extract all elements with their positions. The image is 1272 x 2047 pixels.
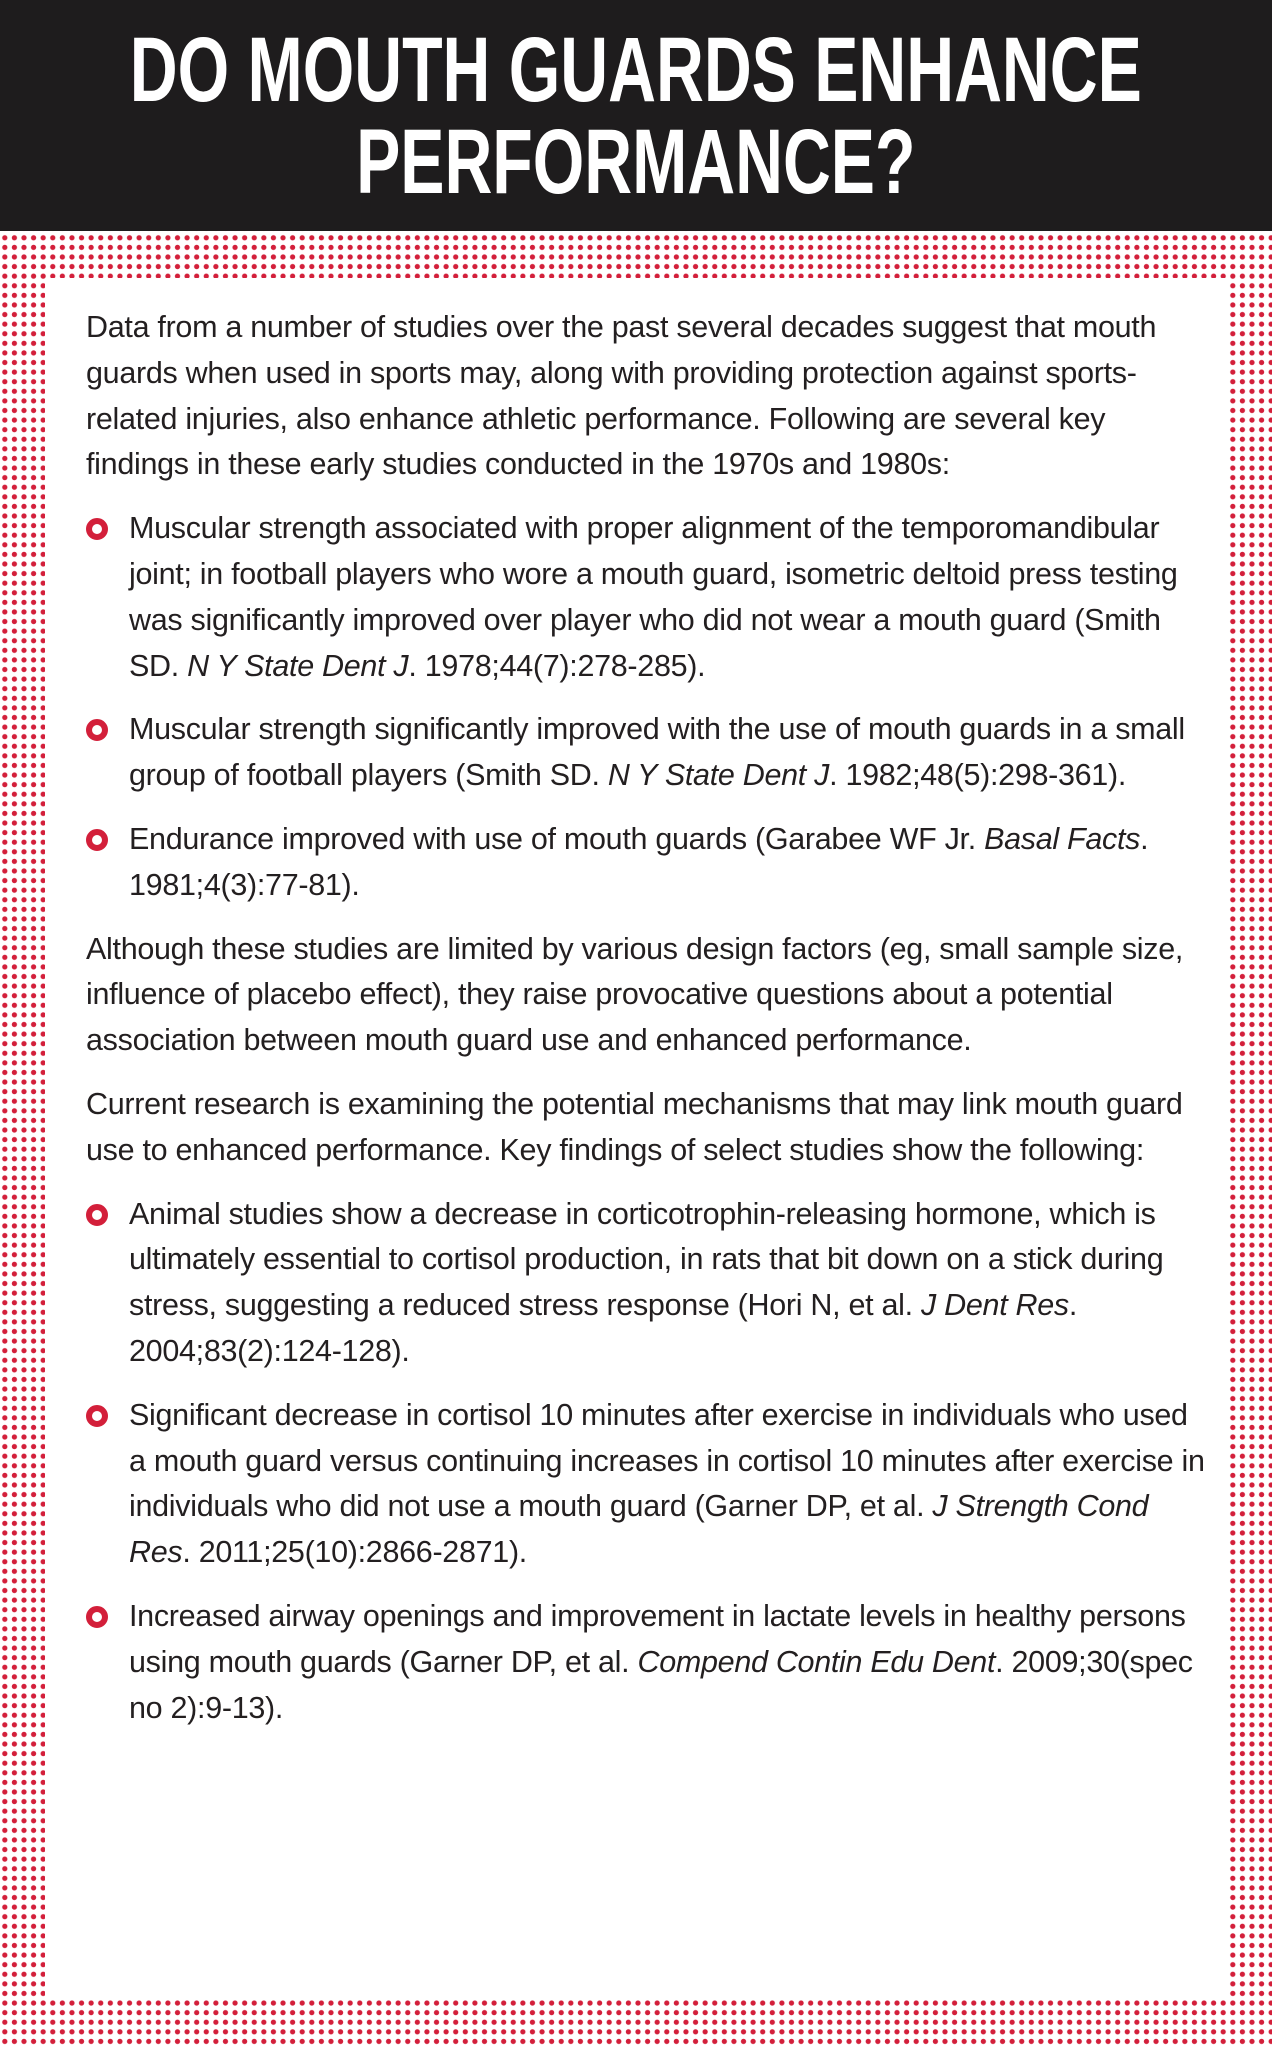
journal-name: N Y State Dent J xyxy=(607,758,830,793)
article-body xyxy=(86,305,1206,1749)
list-item: Significant decrease in cortisol 10 minutes after exercise in individuals who used a mouth guard versus continuing increases in cortisol 10 minutes after exercise in individuals who did not use a mouth guard (Garner DP, et al. J Strength Cond Res. 2011;25(10):2866-2871). xyxy=(86,1393,1206,1576)
list-item: Endurance improved with use of mouth guards (Garabee WF Jr. Basal Facts. 1981;4(3):77-81). xyxy=(86,817,1206,909)
list-item: Muscular strength significantly improved with the use of mouth guards in a small group of football players (Smith SD. N Y State Dent J. 1982;48(5):298-361). xyxy=(86,707,1206,799)
page-title xyxy=(129,18,1143,213)
ring-bullet-icon xyxy=(86,1405,108,1427)
journal-name: Basal Facts xyxy=(984,821,1141,856)
list-item: Increased airway openings and improvement in lactate levels in healthy persons using mouth guards (Garner DP, et al. Compend Contin Edu Dent. 2009;30(spec no 2):9-13). xyxy=(86,1594,1206,1731)
ring-bullet-icon xyxy=(86,829,108,851)
list-item: Animal studies show a decrease in corticotrophin-releasing hormone, which is ultimately essential to cortisol production, in rats that bit down on a stick during stress, suggesting a reduced stress response (Hori N, et al. J Dent Res. 2004;83(2):124-128). xyxy=(86,1192,1206,1375)
early-findings-list xyxy=(86,506,1206,908)
journal-name: N Y State Dent J xyxy=(187,648,409,683)
current-research-paragraph: Current research is examining the potential mechanisms that may link mouth guard use to enhanced performance. Key findings of select studies show the following: xyxy=(86,1086,1183,1167)
intro-paragraph: Data from a number of studies over the past several decades suggest that mouth guards when used in sports may, along with providing protection against sports-related injuries, also enhance athletic performance. Following are several key findings in these early studies conducted in the 1970s and 1980s: xyxy=(86,310,1157,482)
title-line-2: PERFORMANCE? xyxy=(356,110,916,213)
ring-bullet-icon xyxy=(86,1204,108,1226)
journal-name: J Dent Res xyxy=(921,1288,1069,1323)
journal-name: Compend Contin Edu Dent xyxy=(637,1644,996,1679)
ring-bullet-icon xyxy=(86,719,108,741)
limitations-paragraph: Although these studies are limited by various design factors (eg, small sample size, influence of placebo effect), they raise provocative questions about a potential association between mouth guard use and enhanced performance. xyxy=(86,931,1184,1058)
title-banner xyxy=(0,0,1272,231)
current-findings-list xyxy=(86,1192,1206,1732)
ring-bullet-icon xyxy=(86,1606,108,1628)
ring-bullet-icon xyxy=(86,518,108,540)
title-line-1: DO MOUTH GUARDS ENHANCE xyxy=(129,18,1143,121)
list-item: Muscular strength associated with proper alignment of the temporomandibular joint; in football players who wore a mouth guard, isometric deltoid press testing was significantly improved over player who did not wear a mouth guard (Smith SD. N Y State Dent J. 1978;44(7):278-285). xyxy=(86,506,1206,689)
journal-name: J Strength Cond Res xyxy=(129,1489,1149,1570)
